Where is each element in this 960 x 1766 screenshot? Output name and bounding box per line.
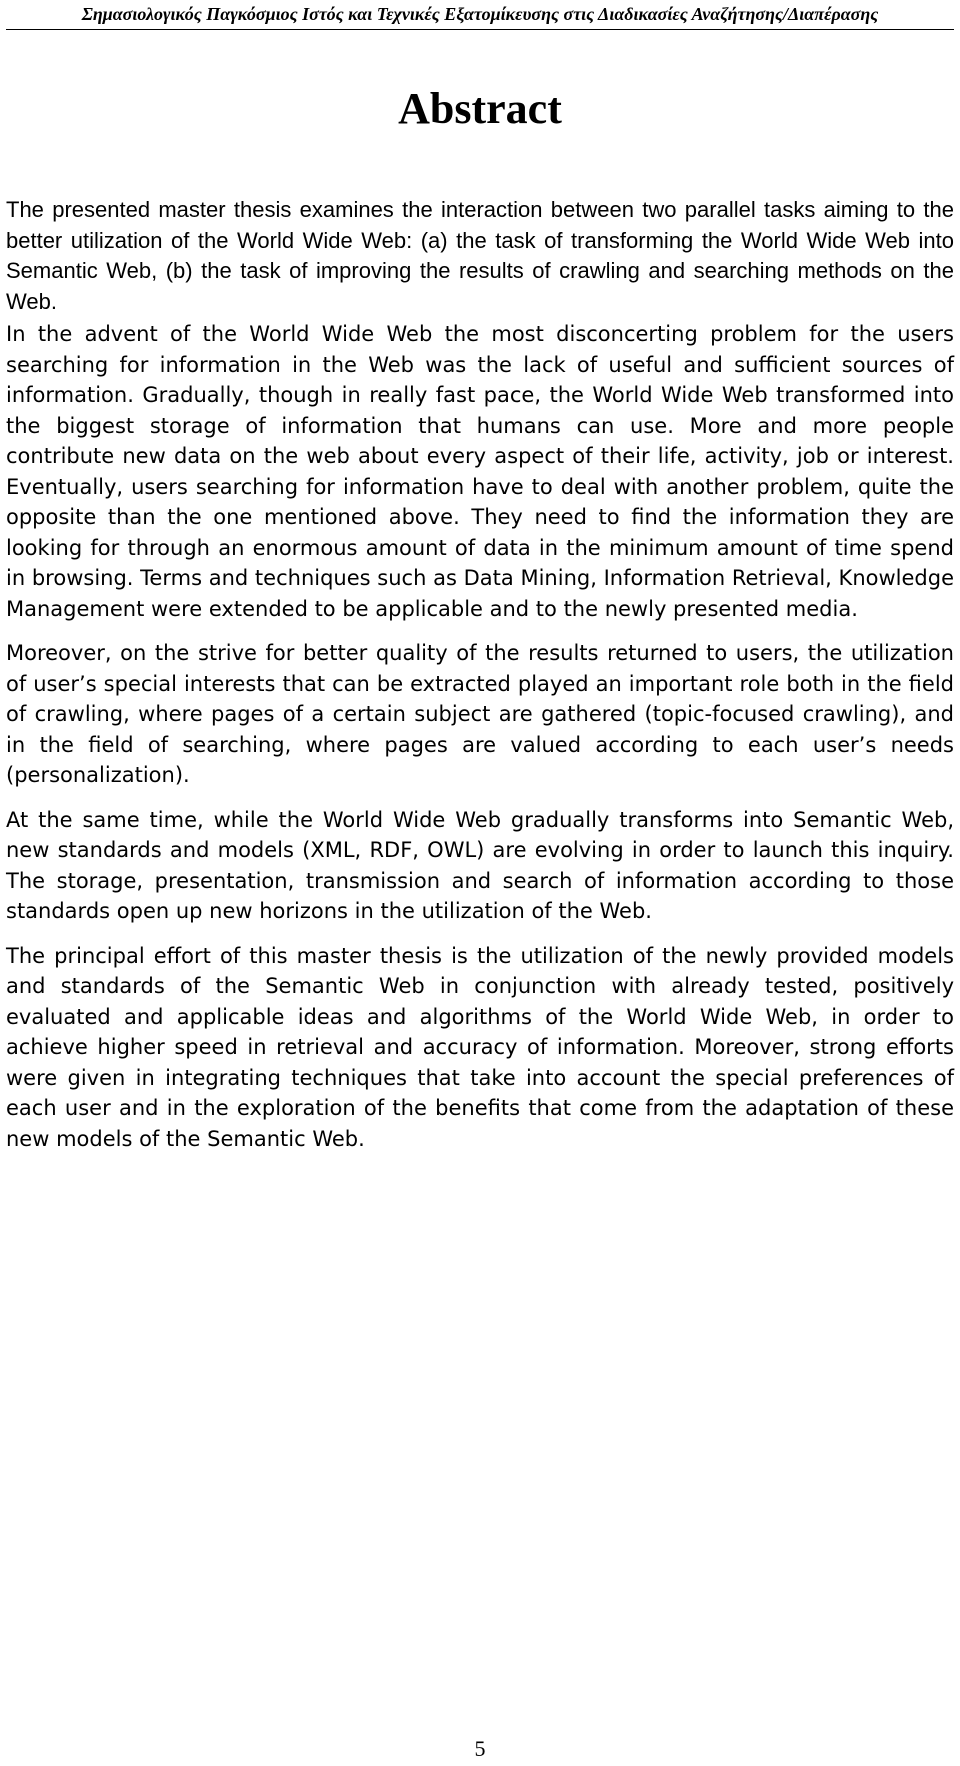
paragraph-4: At the same time, while the World Wide Web gradually transforms into Semantic Web, new standards and models (XML, RDF, OWL) are evolving in order to launch this inquiry. The storage, presentation, transmission and search of information according to those standards open up new horizons in the utilization of the Web. [6, 807, 954, 923]
page-number: 5 [474, 1736, 486, 1761]
page-title: Abstract [398, 84, 562, 133]
paragraph-2: In the advent of the World Wide Web the most disconcerting problem for the users searching for information in the Web was the lack of useful and sufficient sources of information. Gradually, though in really fast pace, the World Wide Web transformed into the biggest storage of information that humans can use. More and more people contribute new data on the web about every aspect of their life, activity, job or interest. Eventually, users searching for information have to deal with another problem, quite the opposite than the one mentioned above. They need to find the information they are looking for through an enormous amount of data in the minimum amount of time spend in browsing. Terms and techniques such as Data Mining, Information Retrieval, Knowledge Management were extended to be applicable and to the newly presented media. [6, 322, 954, 621]
abstract-body [6, 195, 954, 1168]
paragraph-3: Moreover, on the strive for better quality of the results returned to users, the utilization of user’s special interests that can be extracted played an important role both in the field of crawling, where pages of a certain subject are gathered (topic-focused crawling), and in the field of searching, where pages are valued according to each user’s needs (personalization). [6, 641, 954, 787]
paragraph-5: The principal effort of this master thesis is the utilization of the newly provided models and standards of the Semantic Web in conjunction with already tested, positively evaluated and applicable ideas and algorithms of the World Wide Web, in order to achieve higher speed in retrieval and accuracy of information. Moreover, strong efforts were given in integrating techniques that take into account the special preferences of each user and in the exploration of the benefits that come from the adaptation of these new models of the Semantic Web. [6, 943, 954, 1151]
paragraph-1: The presented master thesis examines the interaction between two parallel tasks aiming to the better utilization of the World Wide Web: (a) the task of transforming the World Wide Web into Semantic Web, (b) the task of improving the results of crawling and searching methods on the Web. [6, 197, 954, 314]
header-rule [6, 29, 954, 30]
running-header: Σημασιολογικός Παγκόσμιος Ιστός και Τεχνικές Εξατομίκευσης στις Διαδικασίες Αναζήτησης/Διαπέρασης [81, 4, 879, 24]
